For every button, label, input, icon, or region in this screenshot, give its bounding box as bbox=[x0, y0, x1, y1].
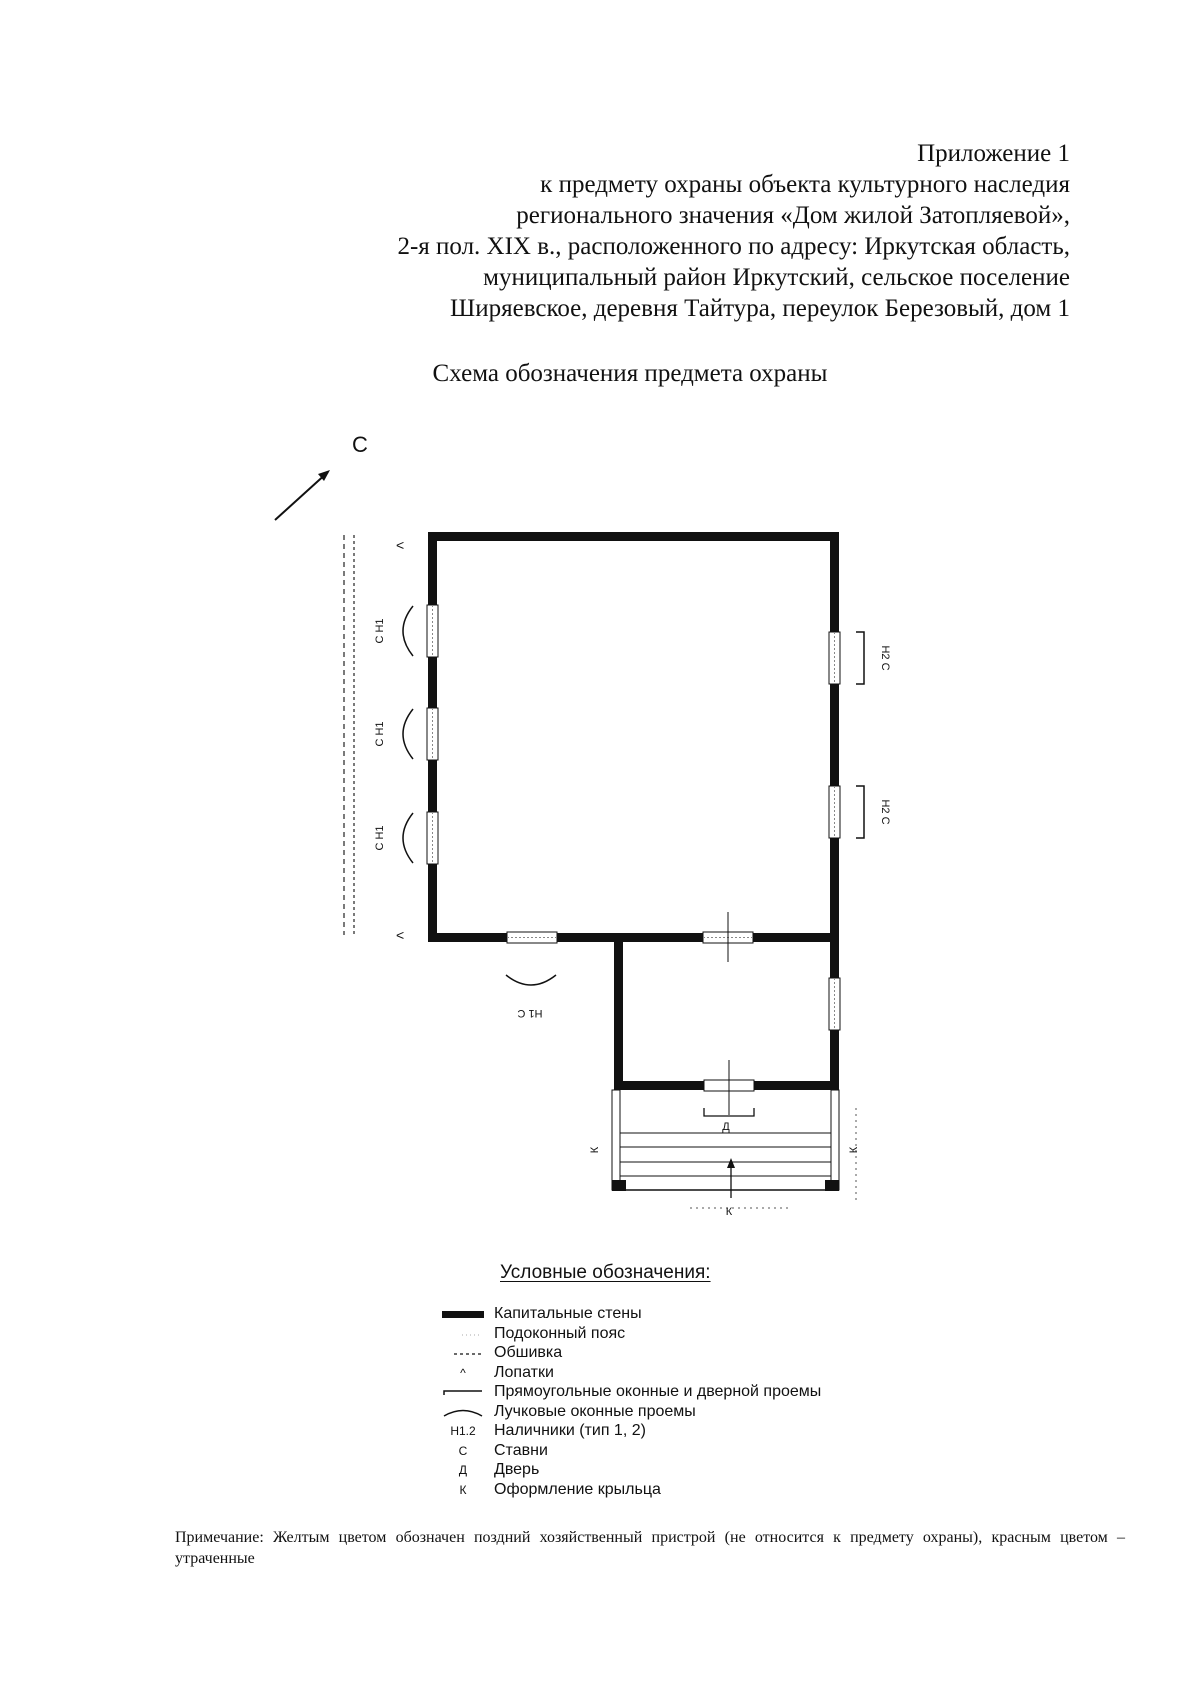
west-windows bbox=[427, 605, 438, 864]
legend-title: Условные обозначения: bbox=[500, 1262, 711, 1283]
legend-label: Наличники (тип 1, 2) bbox=[494, 1422, 646, 1439]
legend-label: Дверь bbox=[494, 1461, 540, 1478]
legend-label: Лопатки bbox=[494, 1363, 554, 1381]
window-label-east-2: Н2 С bbox=[879, 799, 891, 825]
legend-label: Подоконный пояс bbox=[494, 1324, 626, 1342]
dashed-line-icon bbox=[440, 1344, 486, 1363]
window-label-south: Н1 С bbox=[517, 1007, 543, 1019]
door-icon: Д bbox=[458, 1463, 468, 1477]
window-label-west-2: С Н1 bbox=[374, 721, 386, 747]
porch-icon: К bbox=[459, 1482, 467, 1497]
arch-mark-south bbox=[506, 975, 556, 985]
caret-icon: ^ bbox=[460, 1365, 466, 1380]
legend-label: Лучковые оконные проемы bbox=[494, 1402, 696, 1420]
entrance-door bbox=[704, 1060, 754, 1116]
wall-bar-icon bbox=[440, 1305, 486, 1324]
rect-opening-icon bbox=[440, 1383, 486, 1402]
pilaster-mark: < bbox=[396, 537, 405, 553]
annex-window bbox=[829, 978, 840, 1030]
rect-marks-east bbox=[856, 632, 864, 838]
window-label-west-1: С Н1 bbox=[374, 618, 386, 644]
porch bbox=[612, 1090, 856, 1208]
window-label-west-3: С Н1 bbox=[374, 825, 386, 851]
north-arrow-icon bbox=[275, 470, 330, 520]
header-line: Ширяевское, деревня Тайтура, переулок Березовый, дом 1 bbox=[450, 295, 1070, 322]
legend-label: Капитальные стены bbox=[494, 1305, 642, 1322]
legend-label: Оформление крыльца bbox=[494, 1480, 661, 1498]
porch-label-right: К bbox=[848, 1146, 860, 1154]
annex-walls bbox=[614, 942, 839, 1090]
door-label: Д bbox=[722, 1121, 730, 1133]
header-line: Приложение 1 bbox=[917, 140, 1070, 167]
trim-icon: Н1.2 bbox=[450, 1424, 476, 1438]
shutter-icon: С bbox=[458, 1443, 468, 1458]
main-house-walls bbox=[428, 532, 839, 942]
cladding-lines bbox=[344, 535, 354, 935]
north-label: С bbox=[352, 432, 368, 457]
legend-label: Прямоугольные оконные и дверной проемы bbox=[494, 1383, 822, 1400]
arch-marks-west bbox=[403, 606, 413, 863]
header-line: регионального значения «Дом жилой Затопляевой», bbox=[516, 202, 1070, 229]
window-label-east-1: Н2 С bbox=[879, 645, 891, 671]
footnote: Примечание: Желтым цветом обозначен поздний хозяйственный пристрой (не относится к предмету охраны), красным цветом – утраченные bbox=[175, 1529, 1125, 1567]
arch-opening-icon bbox=[440, 1403, 486, 1422]
pilaster-mark: < bbox=[396, 927, 405, 943]
porch-label-left: К bbox=[589, 1146, 601, 1154]
scheme-title: Схема обозначения предмета охраны bbox=[432, 360, 828, 387]
header-line: к предмету охраны объекта культурного наследия bbox=[540, 171, 1070, 198]
header-line: муниципальный район Иркутский, сельское поселение bbox=[483, 264, 1070, 291]
legend-label: Обшивка bbox=[494, 1344, 563, 1361]
header-line: 2-я пол. XIX в., расположенного по адресу: Иркутская область, bbox=[397, 233, 1070, 260]
legend-label: Ставни bbox=[494, 1441, 548, 1459]
porch-label-bottom: К bbox=[725, 1206, 733, 1218]
dotted-line-icon bbox=[440, 1325, 486, 1344]
